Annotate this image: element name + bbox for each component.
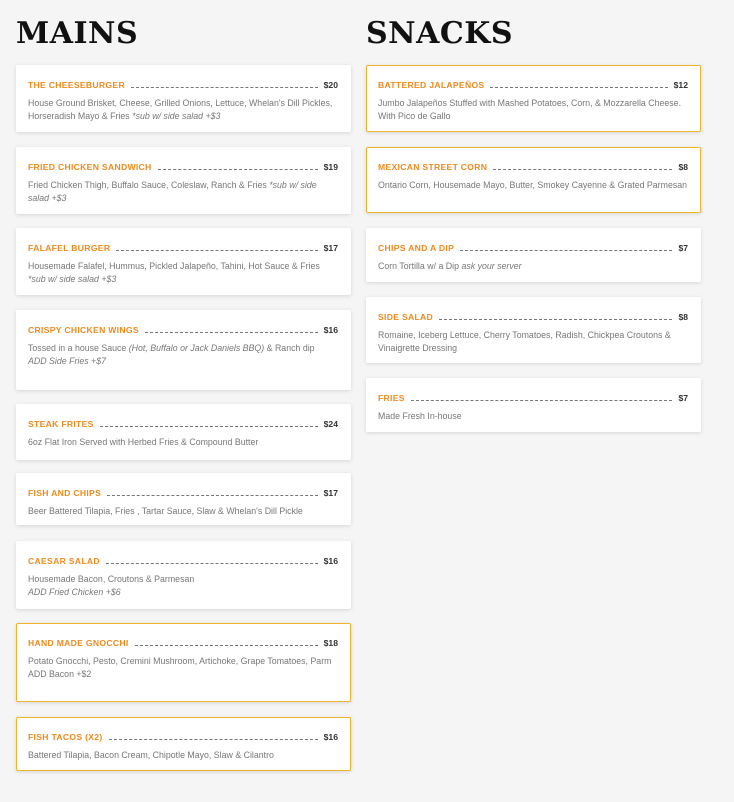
menu-item-description <box>28 573 338 586</box>
menu-item-card[interactable] <box>366 228 701 282</box>
menu-item-price: $19 <box>323 162 338 172</box>
menu-item-header <box>28 553 338 567</box>
dotted-leader <box>158 169 318 170</box>
menu-item-price: $17 <box>323 243 338 253</box>
menu-item-card[interactable] <box>16 717 351 771</box>
menu-item-price: $18 <box>323 638 338 648</box>
description-note: ask your server <box>461 261 522 271</box>
menu-item-description <box>378 179 688 192</box>
menu-item-name: FISH TACOS (X2) <box>28 732 103 742</box>
menu-item-description <box>28 749 338 762</box>
menu-item-name: CHIPS AND A DIP <box>378 243 455 253</box>
menu-item-description <box>28 97 338 123</box>
dotted-leader <box>109 739 318 740</box>
menu-item-description <box>28 655 338 668</box>
menu-item-name: STEAK FRITES <box>28 419 94 429</box>
dotted-leader <box>135 645 318 646</box>
dotted-leader <box>106 563 318 564</box>
description-text: Housemade Falafel, Hummus, Pickled Jalapeño, Tahini, Hot Sauce & Fries <box>28 261 320 271</box>
dotted-leader <box>145 332 318 333</box>
menu-item-header <box>378 240 688 254</box>
menu-item-header <box>28 416 338 430</box>
description-text-tail: & Ranch dip <box>264 343 315 353</box>
description-text: Beer Battered Tilapia, Fries , Tartar Sauce, Slaw & Whelan's Dill Pickle <box>28 506 303 516</box>
snacks-heading: SNACKS <box>366 16 513 51</box>
menu-item-price: $16 <box>323 556 338 566</box>
description-text: Battered Tilapia, Bacon Cream, Chipotle Mayo, Slaw & Cilantro <box>28 750 274 760</box>
menu-item-card[interactable] <box>366 297 701 363</box>
description-note: *sub w/ side salad +$3 <box>28 274 117 284</box>
dotted-leader <box>411 400 673 401</box>
description-note: *sub w/ side salad +$3 <box>28 180 317 203</box>
menu-item-description <box>378 329 688 355</box>
description-text: Corn Tortilla w/ a Dip <box>378 261 462 271</box>
menu-item-addon: ADD Bacon +$2 <box>28 669 92 679</box>
description-text: Tossed in a house Sauce <box>28 343 129 353</box>
menu-item-price: $17 <box>323 488 338 498</box>
menu-item-description <box>378 260 688 273</box>
menu-item-header <box>28 159 338 173</box>
menu-item-header <box>378 390 688 404</box>
menu-item-header <box>28 322 338 336</box>
menu-item-card[interactable] <box>366 378 701 432</box>
menu-item-description <box>28 436 338 449</box>
menu-item-card[interactable] <box>366 65 701 132</box>
menu-item-card[interactable] <box>16 404 351 460</box>
menu-item-name: SIDE SALAD <box>378 312 434 322</box>
description-text: House Ground Brisket, Cheese, Grilled Onions, Lettuce, Whelan's Dill Pickles, Horseradish Mayo & Fries <box>28 98 333 121</box>
menu-item-price: $8 <box>678 312 688 322</box>
menu-item-name: CRISPY CHICKEN WINGS <box>28 325 139 335</box>
description-text: Ontario Corn, Housemade Mayo, Butter, Smokey Cayenne & Grated Parmesan <box>378 180 688 190</box>
menu-item-header <box>378 77 688 91</box>
menu-item-card[interactable] <box>16 65 351 132</box>
menu-item-card[interactable] <box>16 228 351 295</box>
menu-item-description <box>378 410 688 423</box>
menu-item-header <box>28 77 338 91</box>
menu-item-description <box>28 179 338 205</box>
menu-item-name: FALAFEL BURGER <box>28 243 111 253</box>
menu-item-addon: ADD Side Fries +$7 <box>28 356 106 366</box>
dotted-leader <box>490 87 667 88</box>
mains-heading: MAINS <box>16 16 139 51</box>
menu-item-card[interactable] <box>366 147 701 213</box>
description-text: 6oz Flat Iron Served with Herbed Fries & Compound Butter <box>28 437 259 447</box>
description-text: Romaine, Iceberg Lettuce, Cherry Tomatoes, Radish, Chickpea Croutons & Vinaigrette Dressing <box>378 330 671 353</box>
menu-item-card[interactable] <box>16 310 351 390</box>
menu-item-price: $7 <box>678 243 688 253</box>
menu-item-name: THE CHEESEBURGER <box>28 80 125 90</box>
menu-item-description <box>28 260 338 286</box>
menu-item-name: FRIED CHICKEN SANDWICH <box>28 162 152 172</box>
menu-item-price: $24 <box>323 419 338 429</box>
dotted-leader <box>460 250 672 251</box>
description-text: Fried Chicken Thigh, Buffalo Sauce, Coleslaw, Ranch & Fries <box>28 180 270 190</box>
menu-item-description <box>378 97 688 123</box>
dotted-leader <box>493 169 672 170</box>
menu-item-price: $20 <box>323 80 338 90</box>
description-text: Housemade Bacon, Croutons & Parmesan <box>28 574 195 584</box>
menu-item-description <box>28 342 338 355</box>
description-text: Jumbo Jalapeños Stuffed with Mashed Potatoes, Corn, & Mozzarella Cheese. With Pico de Gallo <box>378 98 682 121</box>
dotted-leader <box>439 319 672 320</box>
menu-item-addon: ADD Fried Chicken +$6 <box>28 587 121 597</box>
menu-item-header <box>28 635 338 649</box>
menu-item-header <box>378 159 688 173</box>
menu-item-card[interactable] <box>16 147 351 214</box>
dotted-leader <box>131 87 318 88</box>
dotted-leader <box>100 426 318 427</box>
menu-item-description <box>28 505 338 518</box>
menu-item-name: MEXICAN STREET CORN <box>378 162 488 172</box>
menu-item-header <box>28 485 338 499</box>
menu-item-name: CAESAR SALAD <box>28 556 100 566</box>
description-note: *sub w/ side salad +$3 <box>132 111 221 121</box>
menu-item-card[interactable] <box>16 623 351 702</box>
menu-item-price: $12 <box>673 80 688 90</box>
menu-item-price: $16 <box>323 325 338 335</box>
description-note: (Hot, Buffalo or Jack Daniels BBQ) <box>128 343 265 353</box>
menu-item-card[interactable] <box>16 473 351 525</box>
menu-item-name: BATTERED JALAPEÑOS <box>378 80 485 90</box>
menu-item-header <box>28 240 338 254</box>
dotted-leader <box>116 250 317 251</box>
menu-item-price: $16 <box>323 732 338 742</box>
menu-item-price: $8 <box>678 162 688 172</box>
menu-item-name: FISH AND CHIPS <box>28 488 102 498</box>
dotted-leader <box>107 495 318 496</box>
menu-item-header <box>378 309 688 323</box>
menu-item-price: $7 <box>678 393 688 403</box>
menu-item-name: HAND MADE GNOCCHI <box>28 638 129 648</box>
description-text: Potato Gnocchi, Pesto, Cremini Mushroom, Artichoke, Grape Tomatoes, Parm <box>28 656 332 666</box>
menu-item-card[interactable] <box>16 541 351 609</box>
menu-item-name: FRIES <box>378 393 405 403</box>
menu-item-header <box>28 729 338 743</box>
description-text: Made Fresh In-house <box>378 411 462 421</box>
